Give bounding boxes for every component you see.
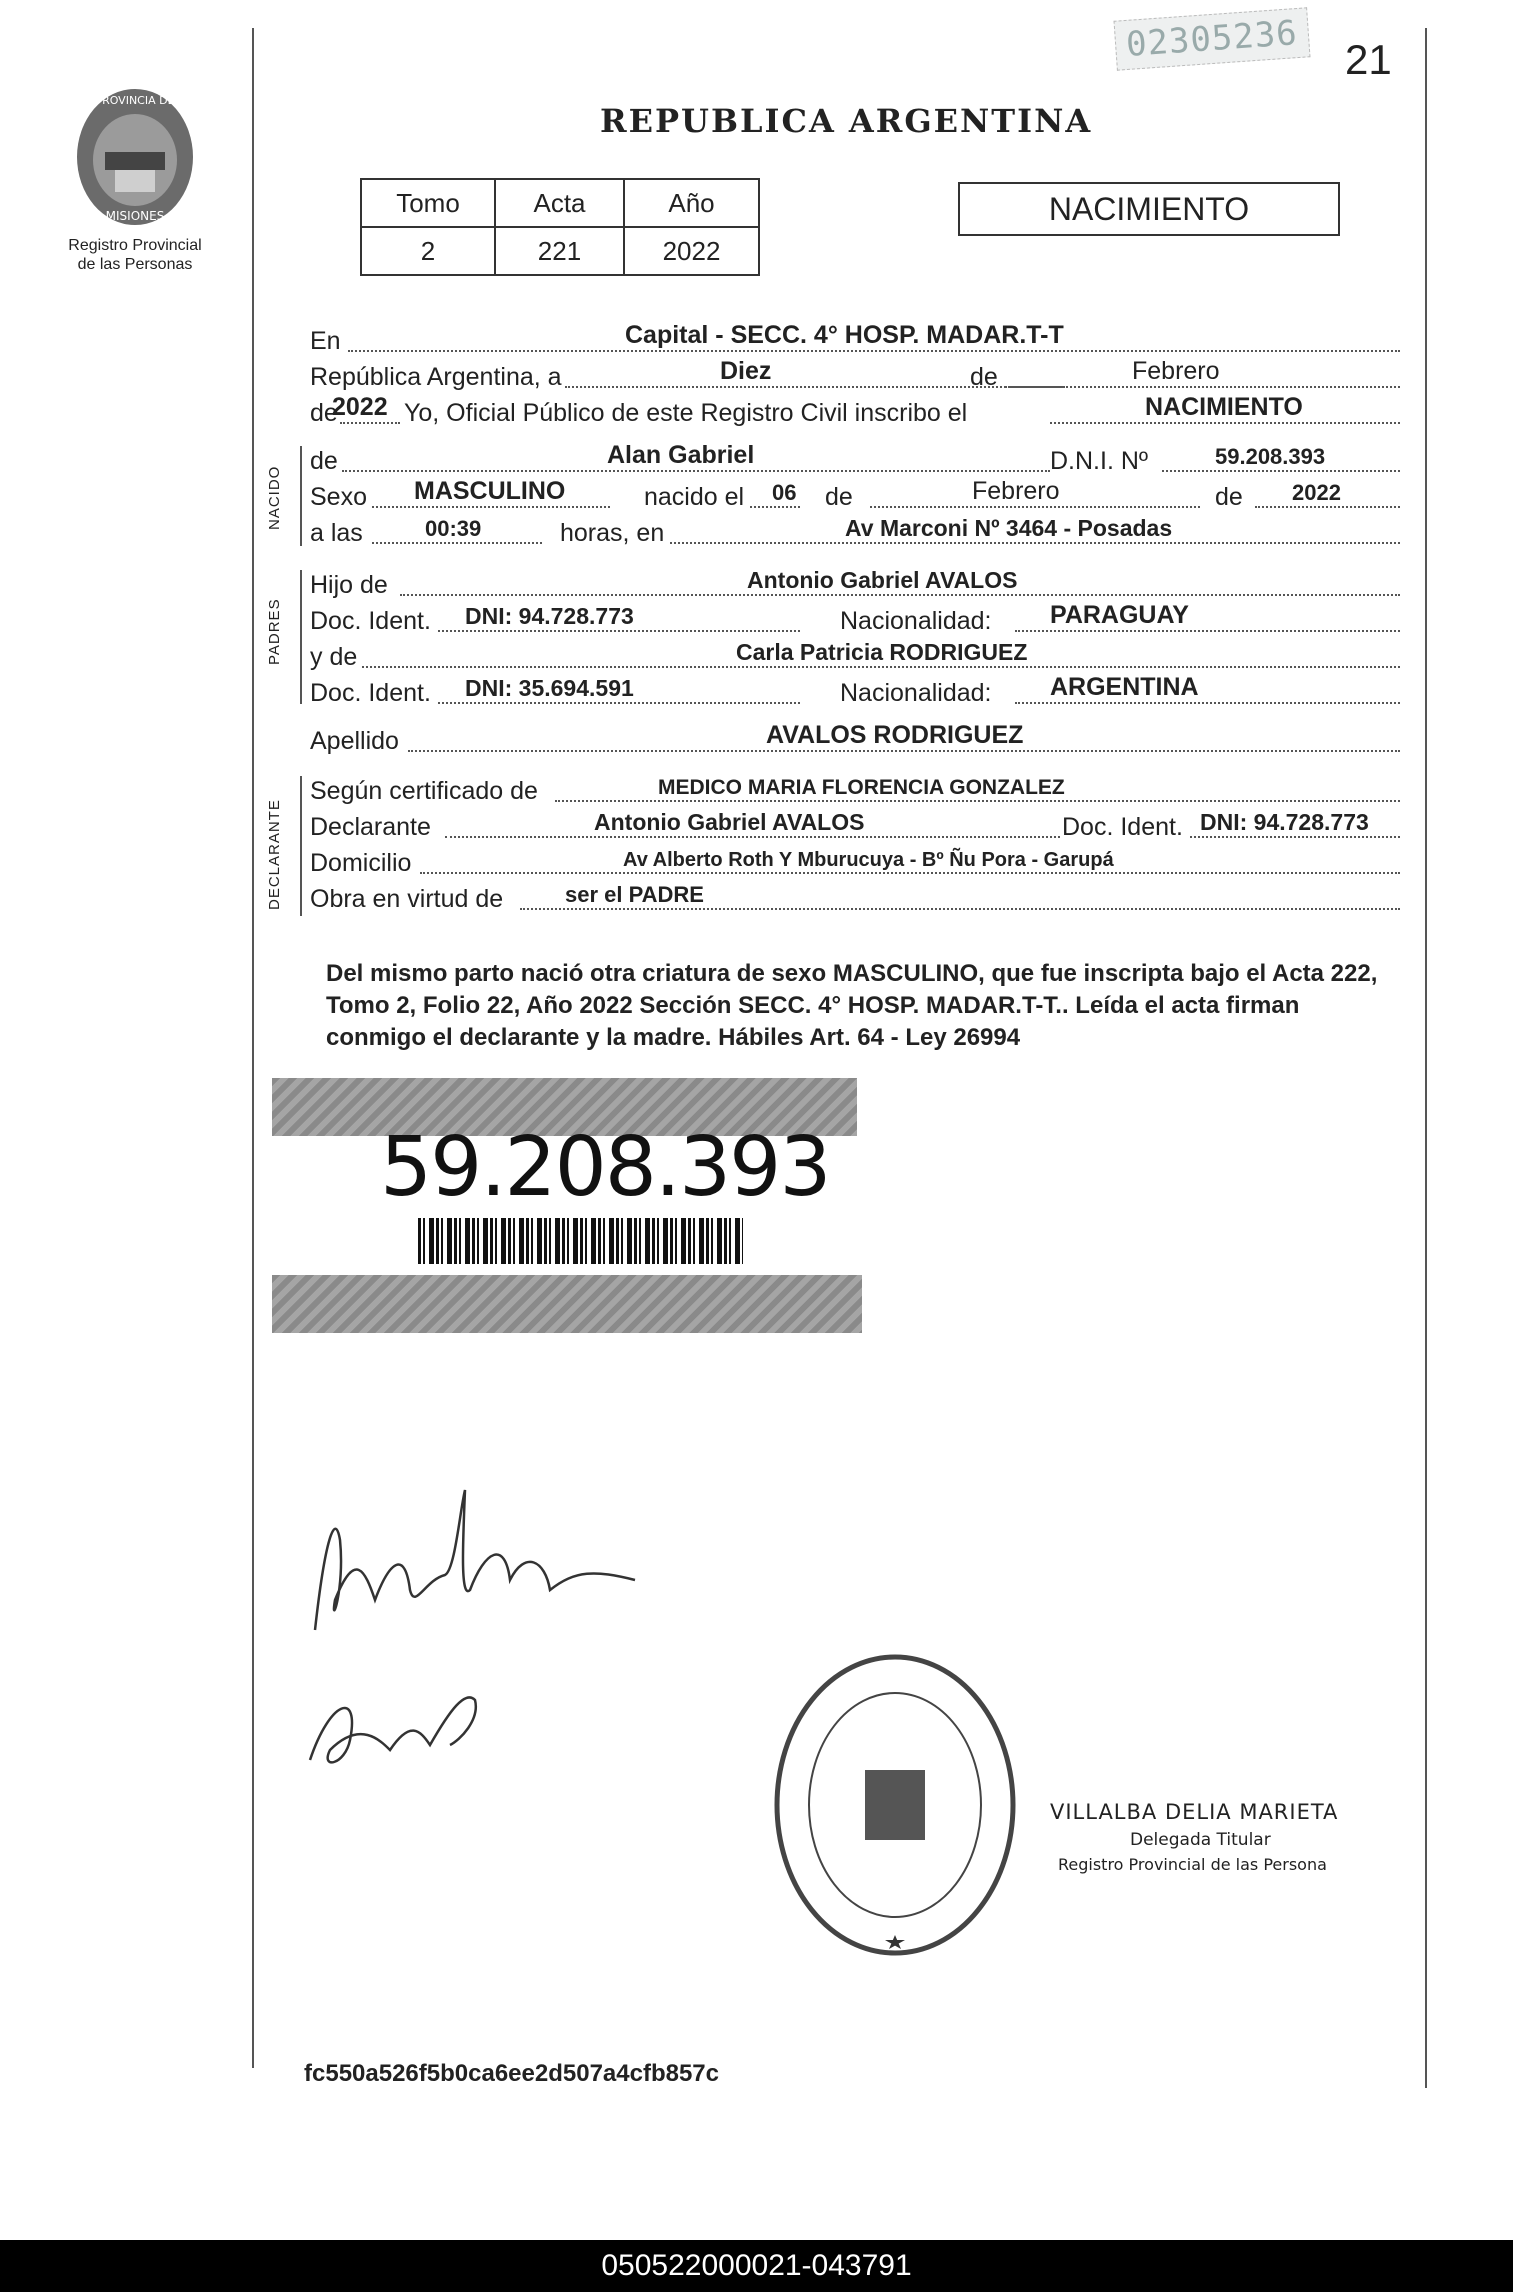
page-number: 21	[1345, 36, 1392, 83]
barcode-icon	[418, 1218, 743, 1264]
en-label: En	[310, 327, 341, 355]
nacido-de-label3: de	[1215, 483, 1243, 511]
nacido-lugar: Av Marconi Nº 3464 - Posadas	[845, 515, 1173, 541]
certificado-value: MEDICO MARIA FLORENCIA GONZALEZ	[658, 776, 1065, 799]
row-padre	[310, 566, 1400, 600]
table-cell-acta: 221	[495, 227, 624, 275]
row-domicilio	[310, 844, 1400, 878]
declarante-label: Declarante	[310, 813, 431, 841]
madre-doc: DNI: 35.694.591	[465, 675, 634, 701]
row-madre-doc	[310, 674, 1400, 708]
nacido-anio: 2022	[1292, 480, 1341, 505]
stamp-number: 02305236	[1113, 7, 1310, 70]
madre-nombre: Carla Patricia RODRIGUEZ	[736, 639, 1028, 665]
padres-section-label: PADRES	[266, 598, 283, 665]
padre-nombre: Antonio Gabriel AVALOS	[747, 567, 1018, 593]
nacido-de-label: de	[310, 447, 338, 475]
nacido-de-label2: de	[825, 483, 853, 511]
padre-doc-label: Doc. Ident.	[310, 607, 431, 635]
logo-caption	[40, 236, 230, 274]
republica-label: República Argentina, a	[310, 363, 562, 391]
padres-bracket	[300, 570, 302, 704]
madre-nacionalidad-label: Nacionalidad:	[840, 679, 992, 707]
declarante-value: Antonio Gabriel AVALOS	[594, 809, 865, 835]
province-logo	[70, 82, 200, 232]
nacido-el-label: nacido el	[644, 483, 745, 511]
row-declarante	[310, 808, 1400, 842]
mes-value: Febrero	[1132, 357, 1220, 385]
officer-org: Registro Provincial de las Persona	[1058, 1855, 1327, 1874]
svg-text:MISIONES: MISIONES	[105, 209, 165, 223]
row-en	[310, 322, 1400, 356]
sexo-label: Sexo	[310, 483, 367, 511]
declarante-section-label: DECLARANTE	[266, 799, 283, 910]
certificado-label: Según certificado de	[310, 777, 538, 805]
inscribo-value: NACIMIENTO	[1145, 393, 1303, 421]
domicilio-label: Domicilio	[310, 849, 412, 877]
officer-name: VILLALBA DELIA MARIETA	[1050, 1800, 1339, 1824]
footer-code: 050522000021-043791	[0, 2240, 1513, 2292]
row-nacido-sexo	[310, 478, 1400, 512]
row-certificado	[310, 772, 1400, 806]
nacido-hora: 00:39	[425, 516, 482, 541]
padre-nacionalidad-label: Nacionalidad:	[840, 607, 992, 635]
signature-declarante	[295, 1480, 655, 1660]
nacido-nombre: Alan Gabriel	[607, 441, 755, 469]
document-hash: fc550a526f5b0ca6ee2d507a4cfb857c	[304, 2060, 719, 2087]
y-de-label: y de	[310, 643, 358, 671]
table-header-tomo: Tomo	[361, 179, 495, 227]
nacido-mes: Febrero	[972, 477, 1060, 505]
nacido-dia: 06	[772, 480, 797, 505]
left-margin-line	[252, 28, 254, 2068]
table-cell-anio: 2022	[624, 227, 759, 275]
madre-doc-label: Doc. Ident.	[310, 679, 431, 707]
row-yo	[310, 394, 1400, 428]
padre-doc: DNI: 94.728.773	[465, 603, 634, 629]
svg-text:PROVINCIA DE: PROVINCIA DE	[95, 94, 175, 107]
act-type-box: NACIMIENTO	[958, 182, 1340, 236]
anio-value: 2022	[332, 393, 388, 421]
row-madre	[310, 638, 1400, 672]
domicilio-value: Av Alberto Roth Y Mburucuya - Bº Ñu Pora - Garupá	[623, 849, 1114, 871]
table-cell-tomo: 2	[361, 227, 495, 275]
row-obra	[310, 880, 1400, 914]
table-header-anio: Año	[624, 179, 759, 227]
nacido-bracket	[300, 446, 302, 546]
registry-table	[360, 178, 760, 276]
table-header-acta: Acta	[495, 179, 624, 227]
padre-nacionalidad: PARAGUAY	[1050, 601, 1189, 629]
apellido-label: Apellido	[310, 727, 399, 755]
dia-value: Diez	[720, 357, 772, 385]
signature-madre	[300, 1670, 520, 1780]
nacido-sexo: MASCULINO	[414, 477, 566, 505]
de-label: de	[970, 363, 998, 391]
madre-nacionalidad: ARGENTINA	[1050, 673, 1199, 701]
row-nacido-nombre	[310, 442, 1400, 476]
declarante-bracket	[300, 776, 302, 916]
de2-label: de	[310, 399, 338, 427]
nacido-section-label: NACIDO	[266, 465, 283, 530]
row-apellido	[310, 722, 1400, 756]
en-value: Capital - SECC. 4° HOSP. MADAR.T-T	[625, 321, 1064, 349]
right-margin-line	[1425, 28, 1427, 2088]
dni-label: D.N.I. Nº	[1050, 447, 1149, 475]
hijo-de-label: Hijo de	[310, 571, 388, 599]
declarante-doc: DNI: 94.728.773	[1200, 809, 1369, 835]
official-seal	[770, 1650, 1020, 1960]
nacido-dni: 59.208.393	[1215, 444, 1326, 469]
officer-role: Delegada Titular	[1130, 1830, 1271, 1850]
observation-note: Del mismo parto nació otra criatura de sexo MASCULINO, que fue inscripta bajo el Acta 222, Tomo 2, Folio 22, Año 2022 Sección SECC. 4° HOSP. MADAR.T-T.. Leída el acta firman conmigo el declarante y la madre. Hábiles Art. 64 - Ley 26994	[326, 960, 1378, 1051]
logo-caption-line1: Registro Provincial	[68, 237, 202, 254]
yo-label: Yo, Oficial Público de este Registro Civil inscribo el	[404, 399, 968, 427]
declarante-doc-label: Doc. Ident.	[1062, 813, 1183, 841]
apellido-value: AVALOS RODRIGUEZ	[766, 721, 1024, 749]
dni-sticker-number: 59.208.393	[380, 1120, 830, 1215]
obra-value: ser el PADRE	[565, 882, 704, 907]
row-nacido-hora	[310, 514, 1400, 548]
logo-caption-line2: de las Personas	[77, 256, 193, 273]
row-padre-doc	[310, 602, 1400, 636]
document-title: REPUBLICA ARGENTINA	[600, 102, 1093, 140]
sticker-band-bottom	[272, 1275, 862, 1333]
obra-label: Obra en virtud de	[310, 885, 504, 913]
horas-en-label: horas, en	[560, 519, 665, 547]
a-las-label: a las	[310, 519, 363, 547]
row-republica	[310, 358, 1400, 392]
